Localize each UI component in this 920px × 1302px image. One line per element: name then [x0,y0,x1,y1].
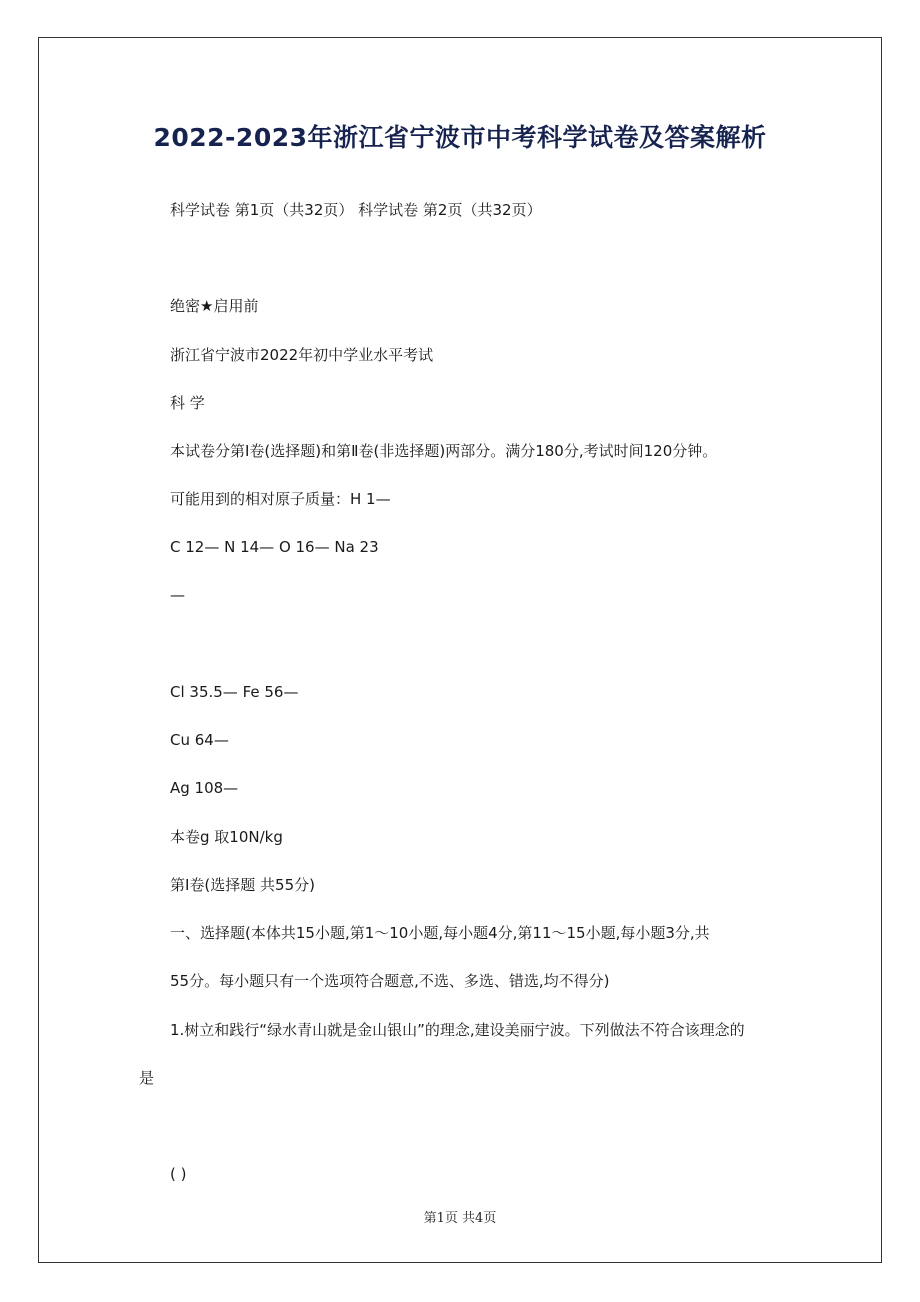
confidential-line: 绝密★启用前 [170,297,259,315]
page-header-line: 科学试卷 第1页（共32页） 科学试卷 第2页（共32页） [170,201,542,219]
section-heading: 第Ⅰ卷(选择题 共55分) [170,876,315,894]
page-footer: 第1页 共4页 [423,1211,497,1226]
atomic-mass-intro: 可能用到的相对原子质量：H 1— [170,490,391,508]
atomic-mass-line-3: Cl 35.5— Fe 56— [170,683,299,701]
question-1-text: 1.树立和践行“绿水青山就是金山银山”的理念,建设美丽宁波。下列做法不符合该理念的 [170,1021,745,1039]
page-border [38,37,882,1263]
atomic-mass-line-4: Cu 64— [170,731,229,749]
atomic-mass-line-1: C 12— N 14— O 16— Na 23 [170,538,379,556]
exam-name-line: 浙江省宁波市2022年初中学业水平考试 [170,346,434,364]
instructions-line: 本试卷分第Ⅰ卷(选择题)和第Ⅱ卷(非选择题)两部分。满分180分,考试时间120分钟。 [170,442,718,460]
document-title: 2022-2023年浙江省宁波市中考科学试卷及答案解析 [153,123,767,152]
section-instructions-2: 55分。每小题只有一个选项符合题意,不选、多选、错选,均不得分) [170,972,610,990]
subject-line: 科 学 [170,394,205,412]
gravity-note: 本卷g 取10N/kg [170,828,283,846]
atomic-mass-line-5: Ag 108— [170,779,239,797]
atomic-mass-line-2: — [170,586,185,604]
section-instructions-1: 一、选择题(本体共15小题,第1～10小题,每小题4分,第11～15小题,每小题3分,共 [170,924,710,942]
question-1-continuation: 是 [139,1069,155,1087]
answer-blank: ( ) [170,1165,187,1183]
